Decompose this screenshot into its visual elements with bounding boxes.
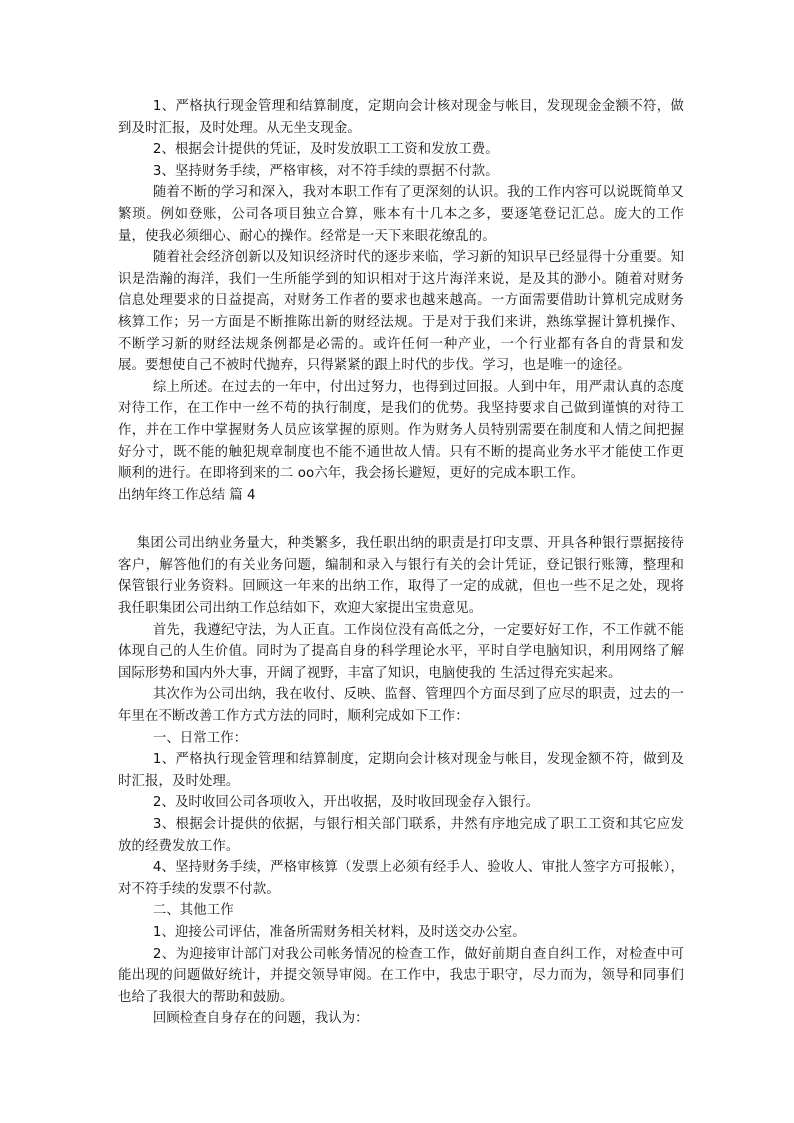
subheading: 一、日常工作： xyxy=(152,730,248,746)
paragraph: 4、坚持财务手续，严格审核算（发票上必须有经手人、验收人、审批人签字方可报帐），对不符手续的发票不付款。 xyxy=(118,860,684,897)
paragraph: 1、严格执行现金管理和结算制度，定期向会计核对现金与帐目，发现现金金额不符，做到及时汇报，及时处理。从无坐支现金。 xyxy=(118,99,684,136)
paragraph: 集团公司出纳业务量大，种类繁多，我任职出纳的职责是打印支票、开具各种银行票据接待客户，解答他们的有关业务问题，编制和录入与银行有关的会计凭证，登记银行账簿，整理和保管银行业务资料。回顾这一年来的出纳工作，取得了一定的成就，但也一些不足之处，现将我任职集团公司出纳工作总结如下，欢迎大家提出宝贵意见。 xyxy=(118,536,684,617)
paragraph: 1、迎接公司评估，准备所需财务相关材料，及时送交办公室。 xyxy=(152,924,526,940)
paragraph: 3、根据会计提供的依据，与银行相关部门联系，井然有序地完成了职工工资和其它应发放的经费发放工作。 xyxy=(118,817,684,854)
spacer xyxy=(118,506,684,533)
paragraph: 2、及时收回公司各项收入，开出收据，及时收回现金存入银行。 xyxy=(152,795,540,811)
document-page xyxy=(118,96,684,1030)
section-title: 出纳年终工作总结 篇 4 xyxy=(118,487,256,503)
paragraph: 3、坚持财务手续，严格审核，对不符手续的票据不付款。 xyxy=(152,163,499,179)
paragraph: 2、为迎接审计部门对我公司帐务情况的检查工作，做好前期自查自纠工作，对检查中可能出现的问题做好统计，并提交领导审阅。在工作中，我忠于职守，尽力而为，领导和同事们也给了我很大的帮助和鼓励。 xyxy=(118,946,684,1005)
paragraph: 1、严格执行现金管理和结算制度，定期向会计核对现金与帐目，发现金额不符，做到及时汇报，及时处理。 xyxy=(118,752,684,789)
paragraph: 首先，我遵纪守法，为人正直。工作岗位没有高低之分，一定要好好工作，不工作就不能体现自己的人生价值。同时为了提高自身的科学理论水平，平时自学电脑知识，利用网络了解国际形势和国内外大事，开阔了视野，丰富了知识，电脑使我的 生活过得充实起来。 xyxy=(118,622,684,681)
paragraph: 综上所述。在过去的一年中，付出过努力，也得到过回报。人到中年，用严肃认真的态度对待工作，在工作中一丝不苟的执行制度，是我们的优势。我坚持要求自己做到谨慎的对待工作，并在工作中掌握财务人员应该掌握的原则。作为财务人员特别需要在制度和人情之间把握好分寸，既不能的触犯规章制度也不能不通世故人情。只有不断的提高业务水平才能使工作更顺利的进行。在即将到来的二 oo六年，我会扬长避短，更好的完成本职工作。 xyxy=(118,379,684,482)
paragraph: 随着不断的学习和深入，我对本职工作有了更深刻的认识。我的工作内容可以说既简单又繁琐。例如登账，公司各项目独立合算，账本有十几本之多，要逐笔登记汇总。庞大的工作量，使我必须细心、耐心的操作。经常是一天下来眼花缭乱的。 xyxy=(118,185,684,244)
paragraph: 回顾检查自身存在的问题，我认为： xyxy=(152,1011,369,1027)
subheading: 二、其他工作 xyxy=(152,903,234,919)
paragraph: 其次作为公司出纳，我在收付、反映、监督、管理四个方面尽到了应尽的职责，过去的一年里在不断改善工作方式方法的同时，顺利完成如下工作： xyxy=(118,687,684,725)
paragraph: 随着社会经济创新以及知识经济时代的逐步来临，学习新的知识早已经显得十分重要。知识是浩瀚的海洋，我们一生所能学到的知识相对于这片海洋来说，是及其的渺小。随着对财务信息处理要求的日益提高，对财务工作者的要求也越来越高。一方面需要借助计算机完成财务核算工作；另一方面是不断推陈出新的财经法规。于是对于我们来讲，熟练掌握计算机操作、不断学习新的财经法规条例都是必需的。或许任何一种产业，一个行业都有各自的背景和发展。要想使自己不被时代抛弃，只得紧紧的跟上时代的步伐。学习，也是唯一的途径。 xyxy=(118,250,684,374)
paragraph: 2、根据会计提供的凭证，及时发放职工工资和发放工费。 xyxy=(152,142,499,158)
